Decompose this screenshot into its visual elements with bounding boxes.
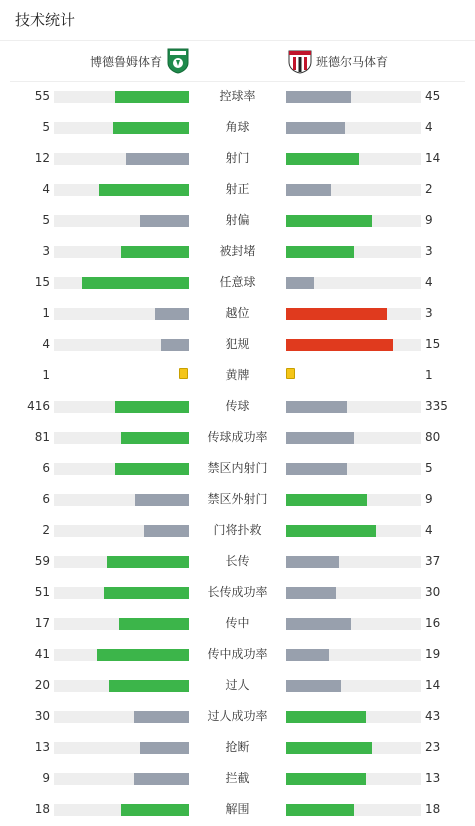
- away-stat-bar-track: [286, 215, 421, 227]
- home-stat-value: 59: [34, 554, 50, 568]
- away-stat-value: 16: [425, 616, 441, 630]
- home-stat-bar-track: [54, 556, 189, 568]
- away-yellow-card-icon: [286, 368, 295, 379]
- away-stat-bar-track: [286, 804, 421, 816]
- home-stat-bar-fill: [104, 587, 189, 599]
- home-stat-bar-fill: [121, 246, 189, 258]
- stat-row: [0, 112, 475, 143]
- home-stat-bar-track: [54, 587, 189, 599]
- away-stat-bar-fill: [286, 494, 367, 506]
- home-stat-bar-fill: [134, 711, 189, 723]
- away-stat-bar-fill: [286, 804, 354, 816]
- stat-row: [0, 732, 475, 763]
- home-stat-bar-fill: [134, 773, 189, 785]
- away-stat-value: 19: [425, 647, 441, 661]
- home-stat-bar-track: [54, 494, 189, 506]
- stat-row: [0, 236, 475, 267]
- away-stat-value: 80: [425, 430, 441, 444]
- home-stat-bar-fill: [99, 184, 189, 196]
- stat-row: [0, 360, 475, 391]
- stat-label: 犯规: [225, 337, 250, 351]
- stat-label: 拦截: [225, 771, 250, 785]
- stat-row: [0, 515, 475, 546]
- away-stat-value: 13: [425, 771, 441, 785]
- away-stat-value: 45: [425, 89, 441, 103]
- stat-row: [0, 174, 475, 205]
- home-stat-bar-fill: [119, 618, 189, 630]
- home-stat-value: 9: [42, 771, 50, 785]
- away-stat-bar-track: [286, 401, 421, 413]
- away-stat-bar-fill: [286, 401, 347, 413]
- away-stat-bar-track: [286, 587, 421, 599]
- away-stat-bar-track: [286, 432, 421, 444]
- stat-row: [0, 453, 475, 484]
- away-stat-value: 14: [425, 678, 441, 692]
- stat-label: 禁区外射门: [207, 492, 268, 506]
- home-stat-bar-track: [54, 215, 189, 227]
- home-stat-value: 17: [34, 616, 50, 630]
- away-stat-value: 23: [425, 740, 441, 754]
- home-stat-bar-fill: [115, 91, 189, 103]
- home-stat-bar-track: [54, 742, 189, 754]
- stats-list: [0, 81, 475, 825]
- home-stat-bar-fill: [135, 494, 189, 506]
- home-stat-bar-fill: [121, 804, 189, 816]
- stat-row: [0, 422, 475, 453]
- away-stat-value: 30: [425, 585, 441, 599]
- home-team-logo-icon: [166, 48, 190, 74]
- home-stat-value: 15: [34, 275, 50, 289]
- stat-row: [0, 143, 475, 174]
- stat-label: 门将扑救: [213, 523, 262, 537]
- stat-label: 射门: [225, 151, 250, 165]
- home-stat-value: 13: [34, 740, 50, 754]
- stat-row: [0, 391, 475, 422]
- teams-header: [10, 41, 465, 81]
- stat-label: 过人成功率: [207, 709, 268, 723]
- away-stat-value: 3: [425, 244, 433, 258]
- away-stat-value: 335: [425, 399, 448, 413]
- stat-label: 解围: [225, 802, 250, 816]
- away-stat-value: 15: [425, 337, 441, 351]
- home-stat-value: 12: [34, 151, 50, 165]
- away-team-logo-icon: [288, 48, 312, 74]
- home-stat-value: 416: [27, 399, 50, 413]
- away-stat-value: 37: [425, 554, 441, 568]
- away-stat-bar-fill: [286, 742, 372, 754]
- home-stat-bar-track: [54, 91, 189, 103]
- stat-row: [0, 701, 475, 732]
- away-stat-value: 43: [425, 709, 441, 723]
- away-stat-bar-track: [286, 742, 421, 754]
- away-stat-value: 14: [425, 151, 441, 165]
- away-stat-value: 2: [425, 182, 433, 196]
- home-stat-bar-fill: [140, 215, 189, 227]
- away-stat-bar-fill: [286, 153, 359, 165]
- away-stat-value: 9: [425, 492, 433, 506]
- stat-label: 传中成功率: [207, 647, 268, 661]
- home-stat-bar-track: [54, 773, 189, 785]
- home-team-name: 博德鲁姆体育: [90, 54, 163, 69]
- away-stat-bar-fill: [286, 277, 314, 289]
- home-stat-value: 6: [42, 461, 50, 475]
- home-stat-bar-fill: [82, 277, 189, 289]
- stat-row: [0, 205, 475, 236]
- away-stat-bar-fill: [286, 587, 336, 599]
- home-stat-bar-fill: [161, 339, 189, 351]
- home-stat-bar-track: [54, 277, 189, 289]
- stat-row: [0, 267, 475, 298]
- home-stat-bar-track: [54, 680, 189, 692]
- stat-row: [0, 577, 475, 608]
- stat-row: [0, 546, 475, 577]
- away-stat-bar-fill: [286, 339, 393, 351]
- home-stat-value: 5: [42, 213, 50, 227]
- home-stat-value: 1: [42, 368, 50, 382]
- stat-label: 传中: [225, 616, 250, 630]
- home-stat-bar-fill: [115, 463, 189, 475]
- away-stat-bar-fill: [286, 773, 366, 785]
- away-stat-bar-fill: [286, 618, 351, 630]
- away-stat-value: 4: [425, 275, 433, 289]
- stat-label: 角球: [225, 120, 250, 134]
- stat-label: 禁区内射门: [207, 461, 268, 475]
- away-stat-bar-track: [286, 463, 421, 475]
- away-stat-bar-track: [286, 277, 421, 289]
- stat-row: [0, 484, 475, 515]
- away-stat-bar-track: [286, 556, 421, 568]
- away-stat-bar-fill: [286, 308, 387, 320]
- home-stat-bar-track: [54, 308, 189, 320]
- stat-row: [0, 298, 475, 329]
- home-stat-bar-track: [54, 649, 189, 661]
- home-stat-bar-track: [54, 432, 189, 444]
- away-stat-bar-fill: [286, 246, 354, 258]
- home-stat-value: 30: [34, 709, 50, 723]
- home-stat-bar-track: [54, 122, 189, 134]
- away-stat-bar-fill: [286, 215, 372, 227]
- home-stat-value: 20: [34, 678, 50, 692]
- home-stat-value: 41: [34, 647, 50, 661]
- away-stat-bar-track: [286, 711, 421, 723]
- home-stat-value: 6: [42, 492, 50, 506]
- home-stat-bar-fill: [107, 556, 189, 568]
- home-stat-bar-track: [54, 246, 189, 258]
- page-title: 技术统计: [15, 11, 76, 29]
- home-stat-bar-track: [54, 804, 189, 816]
- away-team-name: 班德尔马体育: [316, 54, 389, 69]
- stat-row: [0, 329, 475, 360]
- away-stat-value: 3: [425, 306, 433, 320]
- away-stat-bar-track: [286, 773, 421, 785]
- home-stat-value: 55: [34, 89, 50, 103]
- stat-label: 越位: [225, 306, 250, 320]
- away-stat-bar-track: [286, 525, 421, 537]
- away-stat-bar-track: [286, 246, 421, 258]
- stat-label: 射正: [225, 182, 250, 196]
- home-stat-value: 81: [34, 430, 50, 444]
- home-stat-value: 4: [42, 182, 50, 196]
- home-stat-value: 4: [42, 337, 50, 351]
- home-stat-value: 18: [34, 802, 50, 816]
- away-stat-value: 4: [425, 523, 433, 537]
- away-stat-bar-fill: [286, 525, 376, 537]
- home-stat-bar-track: [54, 153, 189, 165]
- away-stat-value: 9: [425, 213, 433, 227]
- home-stat-bar-track: [54, 401, 189, 413]
- home-stat-bar-fill: [155, 308, 189, 320]
- home-stat-bar-track: [54, 711, 189, 723]
- away-stat-value: 18: [425, 802, 441, 816]
- away-stat-value: 4: [425, 120, 433, 134]
- home-stat-bar-fill: [121, 432, 189, 444]
- away-stat-bar-fill: [286, 432, 354, 444]
- home-stat-bar-fill: [126, 153, 189, 165]
- stat-label: 传球: [225, 399, 250, 413]
- away-stat-bar-track: [286, 308, 421, 320]
- away-stat-bar-fill: [286, 463, 347, 475]
- stat-row: [0, 670, 475, 701]
- home-stat-value: 5: [42, 120, 50, 134]
- home-team[interactable]: [90, 48, 190, 74]
- stat-label: 过人: [225, 678, 250, 692]
- stat-label: 长传成功率: [207, 585, 268, 599]
- home-stat-bar-fill: [113, 122, 189, 134]
- stat-label: 控球率: [219, 89, 256, 103]
- home-yellow-card-icon: [179, 368, 188, 379]
- away-stat-bar-track: [286, 649, 421, 661]
- home-stat-value: 51: [34, 585, 50, 599]
- stat-row: [0, 608, 475, 639]
- away-stat-value: 1: [425, 368, 433, 382]
- stat-label: 长传: [225, 554, 250, 568]
- home-stat-bar-fill: [115, 401, 189, 413]
- away-stat-bar-track: [286, 91, 421, 103]
- home-stat-bar-fill: [97, 649, 189, 661]
- away-stat-bar-track: [286, 680, 421, 692]
- away-team[interactable]: [288, 48, 388, 74]
- home-stat-bar-track: [54, 525, 189, 537]
- stat-row: [0, 794, 475, 825]
- away-stat-bar-track: [286, 618, 421, 630]
- stat-label: 黄牌: [225, 368, 250, 382]
- home-stat-value: 1: [42, 306, 50, 320]
- away-stat-bar-fill: [286, 711, 366, 723]
- stat-label: 任意球: [219, 275, 256, 289]
- home-stat-bar-fill: [140, 742, 189, 754]
- stat-row: [0, 639, 475, 670]
- stat-label: 抢断: [225, 740, 250, 754]
- home-stat-bar-track: [54, 339, 189, 351]
- away-stat-bar-fill: [286, 122, 345, 134]
- stat-row: [0, 763, 475, 794]
- away-stat-bar-fill: [286, 556, 339, 568]
- away-stat-bar-fill: [286, 649, 329, 661]
- home-stat-bar-track: [54, 618, 189, 630]
- away-stat-bar-fill: [286, 680, 341, 692]
- away-stat-bar-fill: [286, 184, 331, 196]
- stat-label: 传球成功率: [207, 430, 268, 444]
- away-stat-value: 5: [425, 461, 433, 475]
- away-stat-bar-track: [286, 184, 421, 196]
- home-stat-bar-fill: [144, 525, 189, 537]
- home-stat-value: 2: [42, 523, 50, 537]
- away-stat-bar-track: [286, 122, 421, 134]
- home-stat-bar-track: [54, 184, 189, 196]
- home-stat-value: 3: [42, 244, 50, 258]
- away-stat-bar-track: [286, 153, 421, 165]
- home-stat-bar-fill: [109, 680, 189, 692]
- stat-label: 射偏: [225, 213, 250, 227]
- away-stat-bar-fill: [286, 91, 351, 103]
- stat-row: [0, 81, 475, 112]
- away-stat-bar-track: [286, 494, 421, 506]
- stat-label: 被封堵: [219, 244, 256, 258]
- away-stat-bar-track: [286, 339, 421, 351]
- home-stat-bar-track: [54, 463, 189, 475]
